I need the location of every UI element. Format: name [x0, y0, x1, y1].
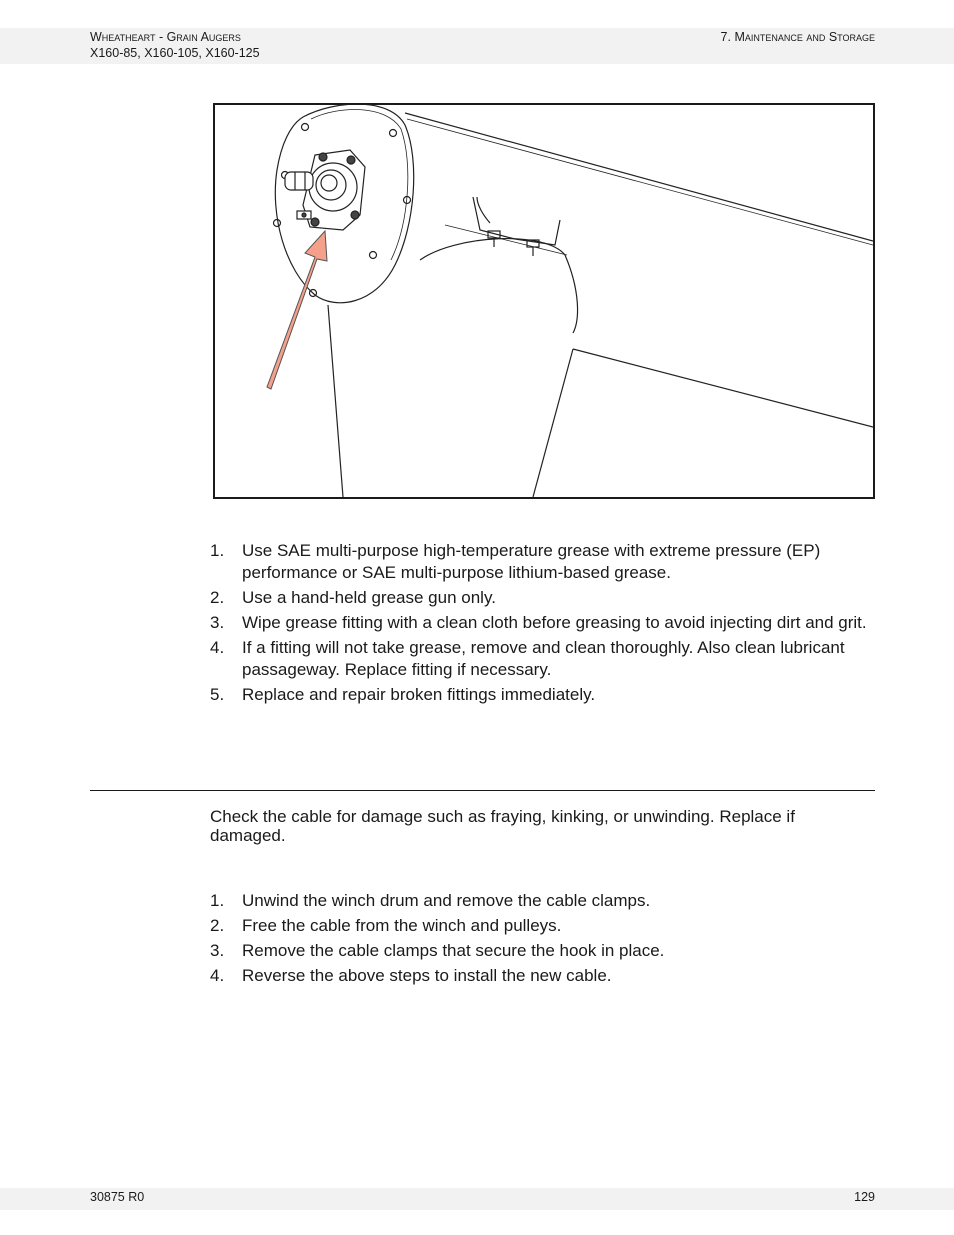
header-manual-title: Wheatheart - Grain Augers [90, 30, 241, 44]
header-section-title: 7. Maintenance and Storage [720, 30, 875, 44]
list-item: 3. Wipe grease fitting with a clean cloth before greasing to avoid injecting dirt and grit. [210, 613, 867, 632]
footer-doc-number: 30875 R0 [90, 1190, 145, 1204]
footer-page-number: 129 [854, 1190, 875, 1204]
header-left [90, 29, 260, 61]
list-item: 2. Use a hand-held grease gun only. [210, 588, 496, 607]
grease-fitting-figure [213, 103, 875, 499]
cable-inspection-paragraph: Check the cable for damage such as fraying, kinking, or unwinding. Replace if damaged. [210, 807, 795, 845]
header-models: X160-85, X160-105, X160-125 [90, 46, 260, 60]
cable-replacement-steps-list [210, 890, 878, 990]
list-item: 3. Remove the cable clamps that secure the hook in place. [210, 941, 665, 960]
auger-bearing-illustration [215, 105, 873, 497]
list-item: 1. Unwind the winch drum and remove the cable clamps. [210, 891, 651, 910]
list-item: 2. Free the cable from the winch and pulleys. [210, 916, 562, 935]
list-item: 4. If a fitting will not take grease, remove and clean thoroughly. Also clean lubricant passageway. Replace fitting if necessary. [210, 638, 845, 679]
greasing-steps-list [210, 540, 878, 709]
list-item: 4. Reverse the above steps to install the new cable. [210, 966, 612, 985]
list-item: 5. Replace and repair broken fittings immediately. [210, 685, 596, 704]
list-item: 1. Use SAE multi-purpose high-temperature grease with extreme pressure (EP) performance or SAE multi-purpose lithium-based grease. [210, 541, 821, 582]
section-divider [90, 790, 875, 791]
